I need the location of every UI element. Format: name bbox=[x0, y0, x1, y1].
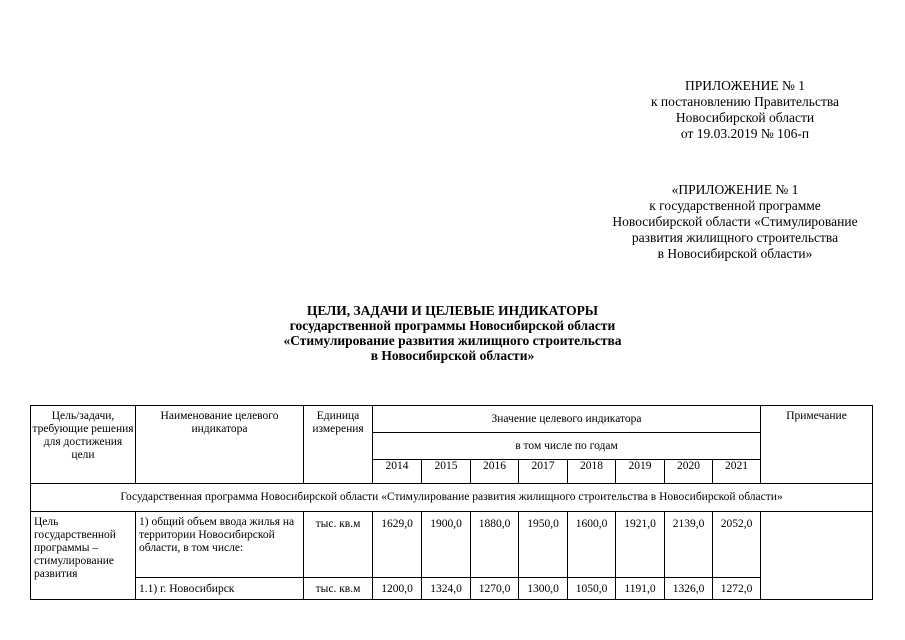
value-cell: 1270,0 bbox=[471, 578, 519, 600]
table-row bbox=[31, 578, 873, 600]
title-line: ЦЕЛИ, ЗАДАЧИ И ЦЕЛЕВЫЕ ИНДИКАТОРЫ bbox=[306, 303, 599, 318]
indicator-cell: 1.1) г. Новосибирск bbox=[136, 578, 304, 600]
year-header: 2015 bbox=[422, 460, 471, 484]
annex-line: развития жилищного строительства bbox=[631, 230, 839, 245]
title-line: в Новосибирской области» bbox=[370, 348, 535, 363]
annex-line: в Новосибирской области» bbox=[657, 246, 813, 261]
year-header: 2017 bbox=[519, 460, 568, 484]
value-cell: 1200,0 bbox=[373, 578, 422, 600]
value-cell: 1324,0 bbox=[422, 578, 471, 600]
value-cell: 1880,0 bbox=[471, 512, 519, 578]
annex-line: к постановлению Правительства bbox=[650, 94, 840, 109]
year-header: 2014 bbox=[373, 460, 422, 484]
value-cell: 2139,0 bbox=[665, 512, 713, 578]
annex-program-reference bbox=[580, 182, 890, 262]
value-cell: 1950,0 bbox=[519, 512, 568, 578]
document-title bbox=[200, 303, 705, 363]
goal-cell: Цель государственной программы – стимулирование развития bbox=[31, 512, 136, 600]
value-cell: 1326,0 bbox=[665, 578, 713, 600]
header-indicator: Наименование целевого индикатора bbox=[136, 406, 304, 484]
year-header: 2018 bbox=[568, 460, 616, 484]
value-cell: 1921,0 bbox=[616, 512, 665, 578]
header-goal: Цель/задачи, требующие решения для достижения цели bbox=[31, 406, 136, 484]
header-unit: Единица измерения bbox=[304, 406, 373, 484]
value-cell: 1272,0 bbox=[713, 578, 761, 600]
value-cell: 1600,0 bbox=[568, 512, 616, 578]
value-cell: 1191,0 bbox=[616, 578, 665, 600]
value-cell: 1629,0 bbox=[373, 512, 422, 578]
header-value: Значение целевого индикатора bbox=[373, 406, 761, 433]
table-row bbox=[31, 512, 873, 578]
indicators-table bbox=[30, 405, 873, 600]
unit-cell: тыс. кв.м bbox=[304, 578, 373, 600]
annex-line: «ПРИЛОЖЕНИЕ № 1 bbox=[671, 182, 799, 197]
year-header: 2016 bbox=[471, 460, 519, 484]
annex-line: ПРИЛОЖЕНИЕ № 1 bbox=[684, 78, 806, 93]
note-cell bbox=[761, 512, 873, 600]
program-row: Государственная программа Новосибирской области «Стимулирование развития жилищного строительства в Новосибирской области» bbox=[31, 484, 873, 512]
value-cell: 1900,0 bbox=[422, 512, 471, 578]
value-cell: 2052,0 bbox=[713, 512, 761, 578]
unit-cell: тыс. кв.м bbox=[304, 512, 373, 578]
year-header: 2021 bbox=[713, 460, 761, 484]
indicator-cell: 1) общий объем ввода жилья на территории Новосибирской области, в том числе: bbox=[136, 512, 304, 578]
annex-line: Новосибирской области «Стимулирование bbox=[612, 214, 858, 229]
title-line: государственной программы Новосибирской области bbox=[289, 318, 616, 333]
year-header: 2019 bbox=[616, 460, 665, 484]
annex-line: от 19.03.2019 № 106-п bbox=[680, 126, 810, 141]
title-line: «Стимулирование развития жилищного строительства bbox=[283, 333, 622, 348]
value-cell: 1300,0 bbox=[519, 578, 568, 600]
value-cell: 1050,0 bbox=[568, 578, 616, 600]
header-by-years: в том числе по годам bbox=[373, 433, 761, 460]
year-header: 2020 bbox=[665, 460, 713, 484]
annex-line: Новосибирской области bbox=[675, 110, 815, 125]
annex-resolution-reference bbox=[590, 78, 900, 142]
header-note: Примечание bbox=[761, 406, 873, 484]
annex-line: к государственной программе bbox=[649, 198, 821, 213]
